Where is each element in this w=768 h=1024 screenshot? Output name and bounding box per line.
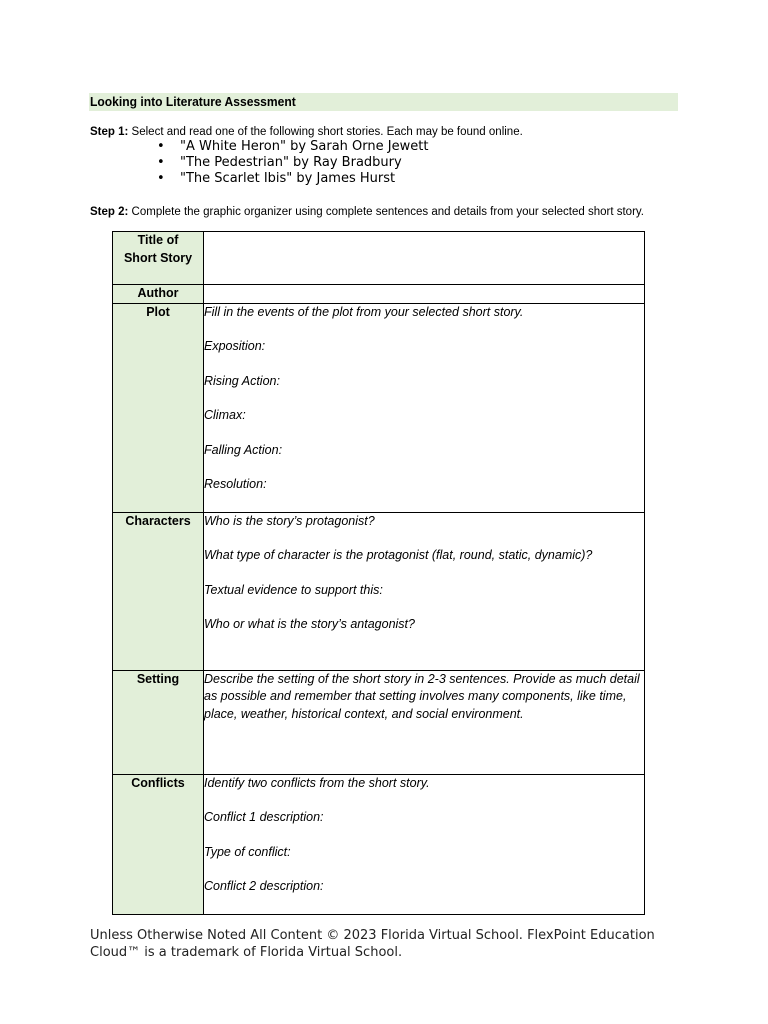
step-2-label: Step 2: [90, 206, 129, 218]
story-list [157, 139, 428, 187]
step-2-text: Complete the graphic organizer using complete sentences and details from your selected short story. [131, 206, 644, 218]
story-title: "The Pedestrian" by Ray Bradbury [180, 155, 402, 170]
step-1-label: Step 1: [90, 126, 129, 138]
setting-prompt: Describe the setting of the short story in 2-3 sentences. Provide as much detail as possible and remember that setting involves many components, like time, place, weather, historical context, and social environment. [204, 671, 640, 721]
exposition-prompt: Exposition: [204, 339, 266, 353]
copyright-footer: Unless Otherwise Noted All Content © 2023 Florida Virtual School. FlexPoint Education Cloud™ is a trademark of Florida Virtual School. [90, 928, 655, 960]
characters-field[interactable] [204, 512, 645, 670]
plot-field[interactable] [204, 303, 645, 512]
bullet-icon: • [157, 139, 165, 154]
bullet-icon: • [157, 171, 165, 186]
page-title: Looking into Literature Assessment [90, 94, 296, 109]
bullet-icon: • [157, 155, 165, 170]
setting-field[interactable] [204, 670, 645, 774]
table-row-setting [113, 670, 645, 774]
setting-label: Setting [113, 670, 204, 774]
title-label: Title of Short Story [113, 232, 204, 285]
graphic-organizer-table [112, 231, 645, 915]
story-title: "The Scarlet Ibis" by James Hurst [180, 171, 396, 186]
step-1-instruction [90, 125, 523, 139]
list-item [157, 171, 428, 187]
table-row-conflicts [113, 774, 645, 914]
table-row-title [113, 232, 645, 285]
conflicts-field[interactable] [204, 774, 645, 914]
antagonist-prompt: Who or what is the story’s antagonist? [204, 617, 415, 631]
plot-label: Plot [113, 303, 204, 512]
table-row-author [113, 285, 645, 304]
table-row-characters [113, 512, 645, 670]
conflicts-label: Conflicts [113, 774, 204, 914]
step-1-text: Select and read one of the following short stories. Each may be found online. [131, 126, 523, 138]
plot-intro-prompt: Fill in the events of the plot from your selected short story. [204, 304, 524, 319]
author-label: Author [113, 285, 204, 304]
story-title: "A White Heron" by Sarah Orne Jewett [180, 139, 429, 154]
list-item [157, 155, 428, 171]
character-type-prompt: What type of character is the protagonist (flat, round, static, dynamic)? [204, 548, 593, 562]
title-bar [89, 93, 678, 111]
conflict-1-prompt: Conflict 1 description: [204, 810, 324, 824]
conflicts-intro-prompt: Identify two conflicts from the short story. [204, 775, 430, 790]
conflict-2-prompt: Conflict 2 description: [204, 879, 324, 893]
falling-action-prompt: Falling Action: [204, 442, 283, 457]
rising-action-prompt: Rising Action: [204, 373, 280, 388]
author-field[interactable] [204, 285, 645, 304]
resolution-prompt: Resolution: [204, 477, 267, 491]
textual-evidence-prompt: Textual evidence to support this: [204, 582, 383, 597]
table-row-plot [113, 303, 645, 512]
title-field[interactable] [204, 232, 645, 285]
characters-label: Characters [113, 512, 204, 670]
climax-prompt: Climax: [204, 408, 246, 422]
conflict-type-prompt: Type of conflict: [204, 844, 291, 859]
protagonist-prompt: Who is the story’s protagonist? [204, 513, 375, 528]
step-2-instruction [90, 205, 644, 219]
list-item [157, 139, 428, 155]
